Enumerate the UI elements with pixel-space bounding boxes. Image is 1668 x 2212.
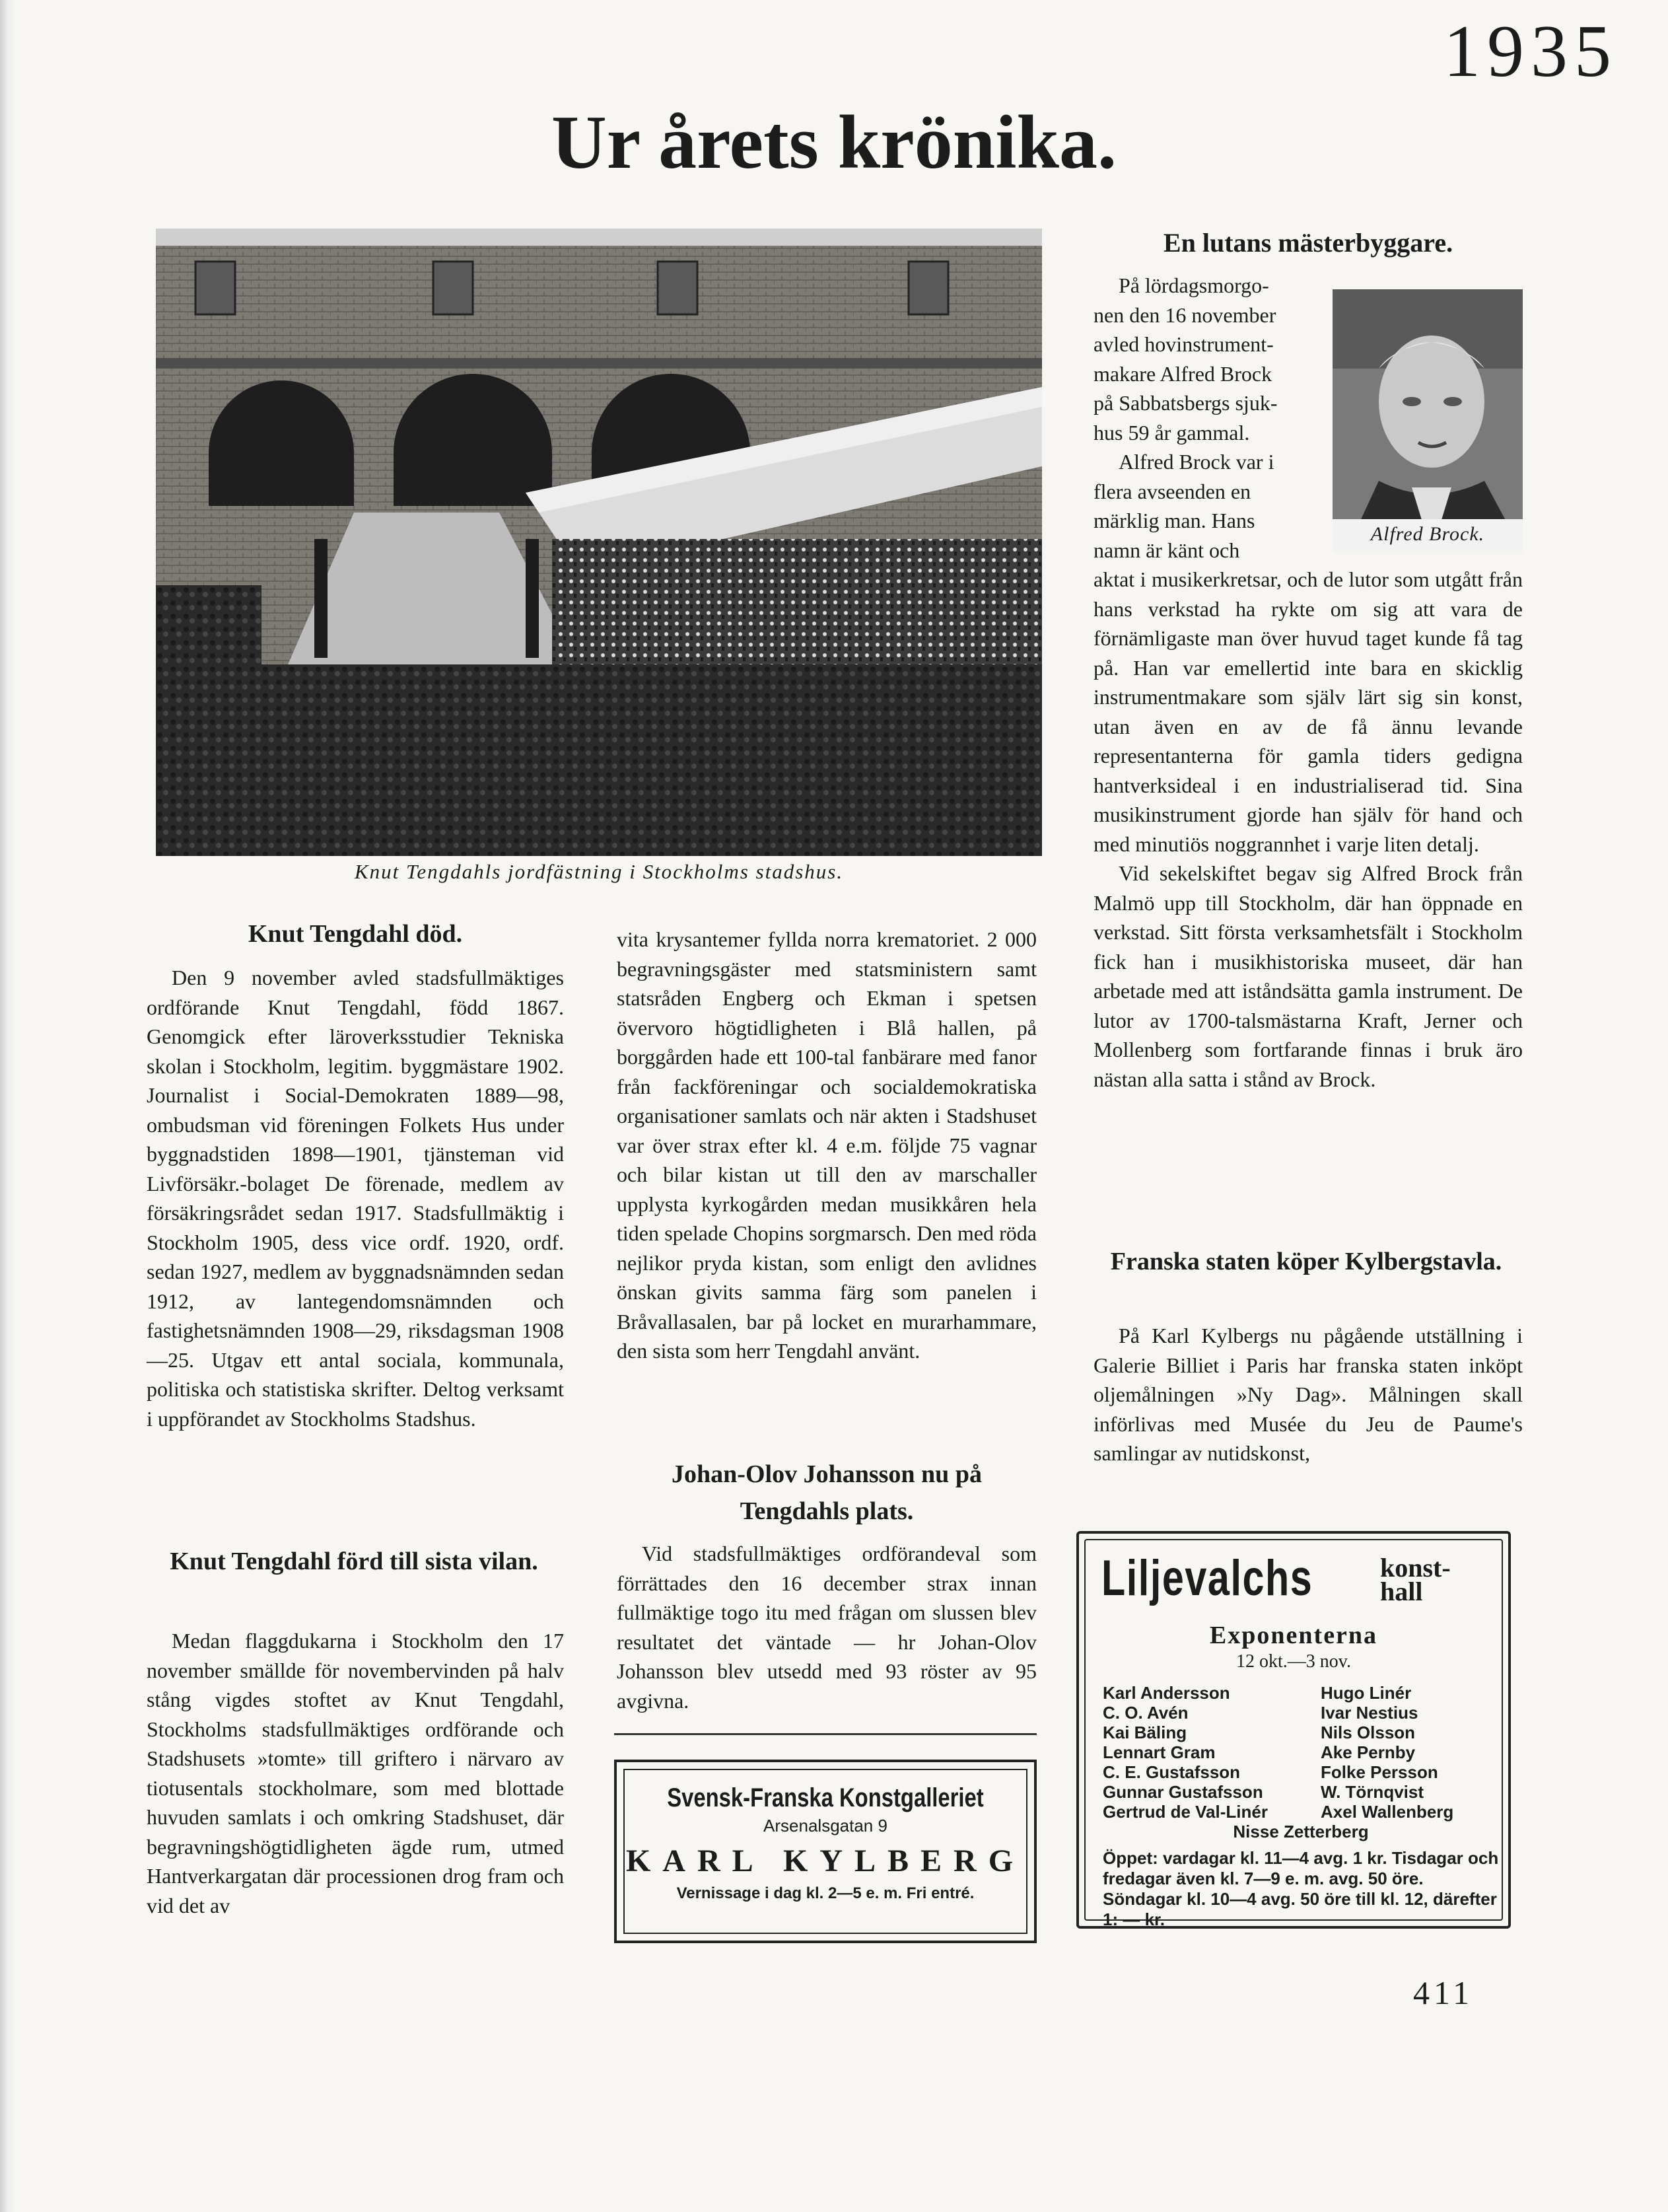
artist-row [1103, 1703, 1499, 1723]
article-brock-body [1094, 565, 1523, 1094]
artist-row [1103, 1683, 1499, 1703]
artist-name-last: Nisse Zetterberg [1233, 1822, 1369, 1841]
brock-line-7: Alfred Brock var i [1119, 450, 1274, 474]
artist-name: Lennart Gram [1103, 1742, 1216, 1762]
heading-tengdahl-ford-till-sista-vilan: Knut Tengdahl förd till sista vilan. [170, 1548, 538, 1575]
year-header: 1935 [1443, 11, 1618, 92]
page-title: Ur årets krönika. [551, 100, 1117, 185]
artist-name: C. O. Avén [1103, 1703, 1189, 1723]
portrait-caption: Alfred Brock. [1370, 523, 1485, 545]
artist-name: Folke Persson [1321, 1762, 1438, 1782]
ad-liljevalchs-frame [1084, 1539, 1503, 1929]
article-kylberg-paragraph: På Karl Kylbergs nu pågående utställning i Galerie Billiet i Paris har franska staten inköpt oljemålningen »Ny Dag». Målningen skall införlivas med Musée du Jeu de Paume's samlingar av nutidskonst, [1094, 1324, 1523, 1465]
heading-knut-tengdahl-dod: Knut Tengdahl död. [248, 920, 463, 948]
artist-name: Hugo Linér [1321, 1683, 1412, 1703]
artist-name: Gunnar Gustafsson [1103, 1782, 1263, 1802]
brock-line-4: makare Alfred Brock [1094, 361, 1272, 386]
brock-line-9: märklig man. Hans [1094, 509, 1255, 532]
artist-name: W. Törnqvist [1321, 1782, 1424, 1802]
ad-liljevalchs-konst: konst- [1380, 1553, 1451, 1583]
brock-line-1: På lördagsmorgo- [1119, 273, 1269, 297]
ad-kylberg-vernissage: Vernissage i dag kl. 2—5 e. m. Fri entré. [676, 1884, 975, 1902]
article-funeral-paragraph-part1: Medan flaggdukarna i Stockholm den 17 november smällde för novembervinden på halv stång vigdes stoftet av Knut Tengdahl, Stockholms stadsfullmäktiges ordförande och Stadshusets »tomte» till griftero i närvaro av tiotusentals stockholmare, som med blottade huvuden samlats i och omkring Stadshuset, där begravningshögtidligheten ägde rum, utmed Hantverkargatan där processionen drog fram och vid det av [147, 1629, 564, 1917]
artist-name: Kai Bäling [1103, 1723, 1187, 1742]
article-brock-paragraph-1: aktat i musikerkretsar, och de lutor som utgått från hans verkstad ha rykte om sig att vara de förnämligaste man över huvud taget kunde få tag på. Han var emellertid inte bara en skicklig instrumentmakare som själv lärt sig sin konst, utan även en av de få ännu levande representanterna för gamla tiders gedigna hantverksideal i en industrialiserad tid. Sina musikinstrument gjorde han själv för hand och med minutiös noggrannhet i varje liten detalj. [1094, 567, 1523, 856]
article-tengdahl-death-body [147, 963, 564, 1433]
brock-line-5: på Sabbatsbergs sjuk- [1094, 391, 1278, 415]
artist-row [1103, 1742, 1499, 1762]
heading-franska-staten-koper-kylbergstavla: Franska staten köper Kylbergstavla. [1110, 1248, 1502, 1275]
ad-liljevalchs-dates: 12 okt.—3 nov. [1236, 1651, 1351, 1672]
photo-caption: Knut Tengdahls jordfästning i Stockholms stadshus. [354, 860, 844, 883]
article-funeral-paragraph-part2: vita krysantemer fyllda norra krematoriet. 2 000 begravningsgäster med statsministern samt statsråden Engberg och Ekman i spetsen övervoro högtidligheten i Blå hallen, på borggården hade ett 100-tal fanbärare med fanor från fackföreningar och socialdemokratiska organisationer samlats och när akten i Stadshuset var över strax efter kl. 4 e.m. följde 75 vagnar och bilar kistan ut till den av marschaller upplysta kyrkogården medan musikkåren hela tiden spelade Chopins sorgmarsch. Den med röda nejlikor pryda kistan, som enligt den avlidnes önskan givits samma färg som panelen i Bråvallasalen, bar på locket en murarhammare, den sista som herr Tengdahl använt. [617, 927, 1037, 1363]
ad-liljevalchs-exhibition-title: Exponenterna [1209, 1622, 1378, 1649]
artist-name: Axel Wallenberg [1321, 1802, 1454, 1822]
artist-row [1103, 1802, 1499, 1822]
advertisement-liljevalchs-konsthall [1076, 1531, 1511, 1929]
funeral-photo [156, 229, 1042, 856]
funeral-photo-illustration [156, 229, 1042, 856]
ad-liljevalchs-konsthall-label [1380, 1553, 1451, 1606]
brock-line-2: nen den 16 november [1094, 303, 1276, 327]
article-johansson-body [617, 1539, 1037, 1715]
ad-liljevalchs-brand: Liljevalchs [1101, 1550, 1313, 1606]
artist-name: Gertrud de Val-Linér [1103, 1802, 1268, 1822]
heading-en-lutans-masterbyggare: En lutans mästerbyggare. [1163, 228, 1453, 258]
artist-name: Karl Andersson [1103, 1683, 1230, 1703]
brock-line-10: namn är känt och [1094, 538, 1240, 562]
advertisement-svensk-franska-konstgalleriet [614, 1760, 1037, 1943]
ad-kylberg-frame [623, 1769, 1027, 1934]
brock-line-8: flera avseenden en [1094, 479, 1251, 503]
artist-name: C. E. Gustafsson [1103, 1762, 1241, 1782]
artist-name: Ivar Nestius [1321, 1703, 1418, 1723]
ad-liljevalchs-hall: hall [1380, 1577, 1423, 1606]
article-funeral-body-col2 [617, 925, 1037, 1366]
brock-line-6: hus 59 år gammal. [1094, 420, 1250, 445]
ad-kylberg-artist: KARL KYLBERG [625, 1843, 1025, 1878]
page-number: 411 [1413, 1974, 1474, 2011]
column-divider-rule [614, 1733, 1037, 1735]
article-johansson-paragraph: Vid stadsfullmäktiges ordförandeval som förrättades den 16 december strax innan fullmäktige togo itu med frågan om slussen blev resultatet det väntade — hr Johan-Olov Johansson blev utsedd med 93 röster av 95 avgivna. [617, 1542, 1037, 1713]
portrait-illustration [1333, 289, 1523, 552]
ad-liljevalchs-artist-list [1103, 1683, 1499, 1841]
artist-name: Nils Olsson [1321, 1723, 1416, 1742]
article-brock-narrow-block [1094, 271, 1318, 565]
portrait-alfred-brock [1333, 289, 1523, 552]
ad-liljevalchs-opening-hours: Öppet: vardagar kl. 11—4 avg. 1 kr. Tisdagar och fredagar även kl. 7—9 e. m. avg. 50 öre. Söndagar kl. 10—4 avg. 50 öre till kl. 12, därefter 1: — kr. [1103, 1848, 1499, 1929]
article-kylberg-body [1094, 1321, 1523, 1468]
artist-row [1103, 1723, 1499, 1742]
heading-johan-olov-johansson: Johan-Olov Johansson nu på Tengdahls plats. [672, 1460, 982, 1525]
article-funeral-body-col1 [147, 1626, 564, 1920]
article-tengdahl-death-paragraph: Den 9 november avled stadsfullmäktiges ordförande Knut Tengdahl, född 1867. Genomgick efter läroverksstudier Tekniska skolan i Stockholm, legitim. byggmästare 1902. Journalist i Social-Demokraten 1889—98, ombudsman vid föreningen Folkets Hus under byggnadstiden 1898—1901, tjänsteman vid Livförsäkr.-bolaget De förenade, medlem av försäkringsrådet sedan 1917. Stadsfullmäktig i Stockholm 1905, dess vice ordf. 1920, ordf. sedan 1927, medlem av byggnadsnämnden sedan 1912, av lantegendomsnämnden och fastighetsnämnden 1908—29, riksdagsman 1908—25. Utgav ett antal sociala, kommunala, politiska och statistiska skrifter. Deltog verksamt i uppförandet av Stockholms Stadshus. [147, 966, 564, 1431]
artist-name: Ake Pernby [1321, 1742, 1416, 1762]
book-binding-shadow [0, 0, 15, 2212]
article-brock-paragraph-2: Vid sekelskiftet begav sig Alfred Brock från Malmö upp till Stockholm, där han öppnade en verkstad. Sitt första verksamhetsfält i Stockholm fick han i musikhistoriska museet, där han arbetade med att iståndsätta gamla instrument. De lutor av 1700-talsmästarna Kraft, Jerner och Mollenberg som fortfarande finnas i bruk äro nästan alla satta i stånd av Brock. [1094, 861, 1523, 1091]
artist-row [1103, 1762, 1499, 1782]
artist-row [1103, 1782, 1499, 1802]
ad-kylberg-gallery-name: Svensk-Franska Konstgalleriet [667, 1783, 984, 1812]
brock-line-3: avled hovinstrument- [1094, 332, 1274, 356]
ad-kylberg-address: Arsenalsgatan 9 [763, 1816, 887, 1836]
